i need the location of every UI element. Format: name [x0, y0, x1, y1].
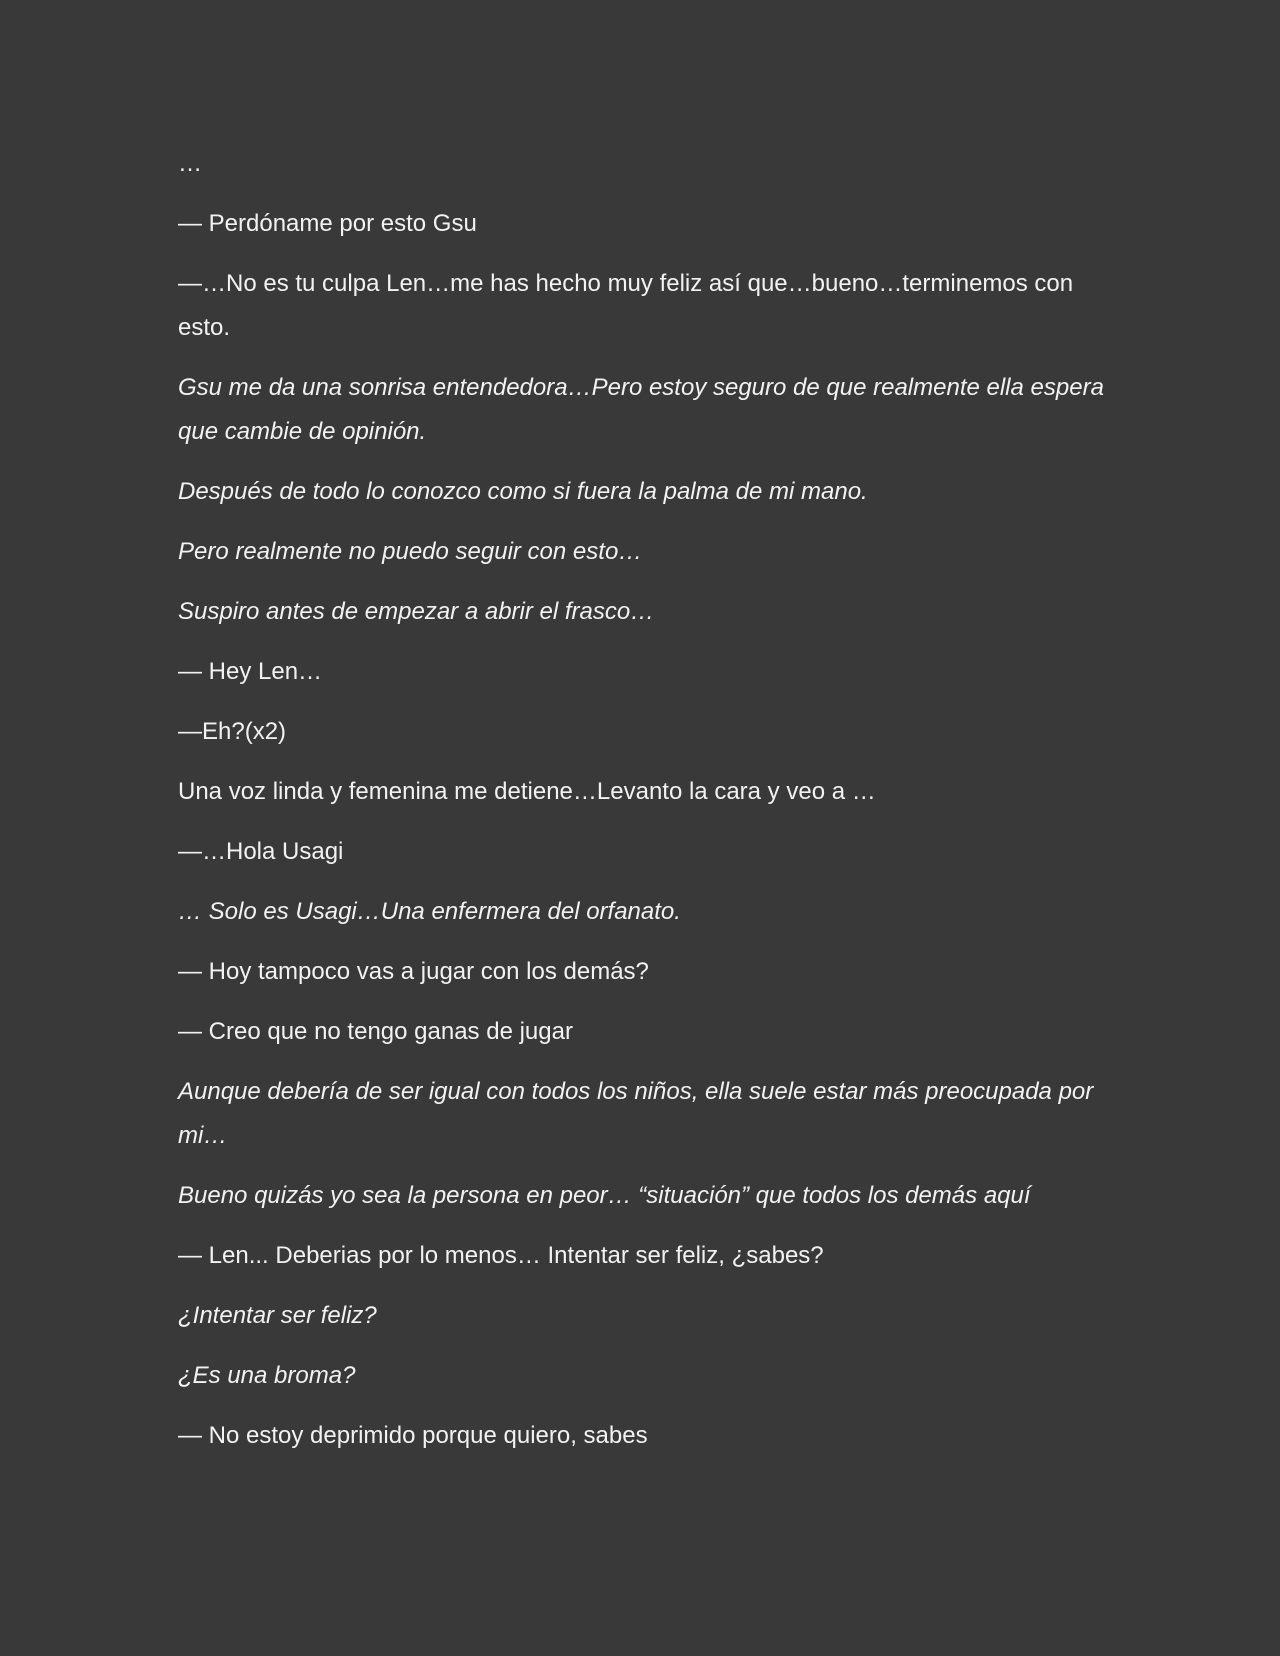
narration-line: ¿Intentar ser feliz? [178, 1302, 377, 1329]
dialogue-line: — No estoy deprimido porque quiero, sabes [178, 1422, 648, 1449]
narration-line: ¿Es una broma? [178, 1362, 356, 1389]
narration-line: Bueno quizás yo sea la persona en peor… “situación” que todos los demás aquí [178, 1182, 1031, 1209]
dialogue-line: — Perdóname por esto Gsu [178, 210, 477, 237]
dialogue-line: — Hoy tampoco vas a jugar con los demás? [178, 958, 649, 985]
dialogue-line: — Creo que no tengo ganas de jugar [178, 1018, 573, 1045]
dialogue-line: —…Hola Usagi [178, 838, 344, 865]
dialogue-line: —…No es tu culpa Len…me has hecho muy feliz así que…bueno…terminemos con esto. [178, 270, 1074, 341]
dialogue-line: — Hey Len… [178, 658, 323, 685]
narration-line: Pero realmente no puedo seguir con esto… [178, 538, 643, 565]
narration-line: Gsu me da una sonrisa entendedora…Pero estoy seguro de que realmente ella espera que cambie de opinión. [178, 374, 1104, 445]
narration-line: Después de todo lo conozco como si fuera la palma de mi mano. [178, 478, 868, 505]
document-body [178, 142, 1108, 1474]
narration-line: Aunque debería de ser igual con todos los niños, ella suele estar más preocupada por mi… [178, 1078, 1094, 1149]
narration-line: Suspiro antes de empezar a abrir el frasco… [178, 598, 655, 625]
narration-line: Una voz linda y femenina me detiene…Levanto la cara y veo a … [178, 778, 876, 805]
dialogue-line: — Len... Deberias por lo menos… Intentar ser feliz, ¿sabes? [178, 1242, 824, 1269]
narration-line: … Solo es Usagi…Una enfermera del orfanato. [178, 898, 681, 925]
dialogue-line: —Eh?(x2) [178, 718, 287, 745]
paragraph-ellipsis: … [178, 150, 202, 177]
